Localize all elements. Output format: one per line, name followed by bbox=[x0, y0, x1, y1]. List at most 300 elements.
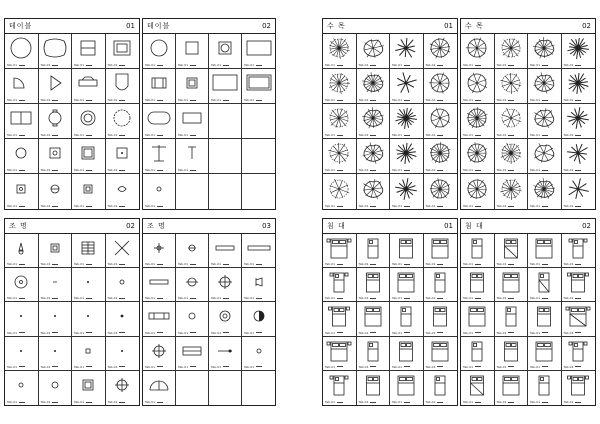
sheet-header bbox=[5, 19, 139, 34]
symbol-cell[interactable] bbox=[72, 69, 106, 104]
empty-symbol-cell bbox=[176, 174, 209, 209]
symbol-caption: Tab-01 bbox=[359, 332, 377, 335]
sheet-title: 침 대 bbox=[327, 222, 346, 230]
symbol-cell[interactable] bbox=[528, 174, 562, 209]
symbol-grid bbox=[461, 34, 595, 209]
symbol-cell[interactable] bbox=[176, 337, 209, 371]
symbol-cell[interactable] bbox=[357, 34, 391, 69]
light-symbol-icon bbox=[246, 340, 272, 362]
light-symbol-icon bbox=[75, 237, 101, 259]
symbol-cell[interactable] bbox=[357, 337, 391, 371]
tree-symbol-icon bbox=[498, 178, 524, 200]
symbol-caption: Tab-01 bbox=[178, 99, 196, 102]
table-symbol-icon bbox=[42, 107, 68, 129]
symbol-cell[interactable] bbox=[528, 234, 562, 268]
symbol-cell[interactable] bbox=[143, 104, 176, 139]
symbol-cell[interactable] bbox=[39, 104, 73, 139]
table-symbol-icon bbox=[42, 72, 68, 94]
tree-symbol-icon bbox=[464, 178, 490, 200]
symbol-caption: Tab-01 bbox=[392, 263, 410, 266]
symbol-caption: Tab-01 bbox=[145, 366, 163, 369]
symbol-caption: Tab-01 bbox=[74, 366, 92, 369]
symbol-cell[interactable] bbox=[562, 69, 596, 104]
sheet-number: 01 bbox=[444, 22, 453, 30]
table-symbol-icon bbox=[75, 107, 101, 129]
symbol-cell[interactable] bbox=[5, 371, 39, 405]
light-symbol-icon bbox=[75, 340, 101, 362]
symbol-cell[interactable] bbox=[562, 302, 596, 336]
symbol-cell[interactable] bbox=[562, 371, 596, 405]
symbol-cell[interactable] bbox=[528, 268, 562, 302]
symbol-cell[interactable] bbox=[424, 139, 458, 174]
light-symbol-icon bbox=[42, 271, 68, 293]
symbol-cell[interactable] bbox=[5, 337, 39, 371]
empty-symbol-cell bbox=[242, 139, 275, 174]
symbol-cell[interactable] bbox=[106, 268, 140, 302]
symbol-caption: Tab-01 bbox=[41, 169, 59, 172]
sheet-title: 침 대 bbox=[465, 222, 484, 230]
symbol-cell[interactable] bbox=[72, 302, 106, 336]
table-symbol-icon bbox=[179, 72, 205, 94]
symbol-caption: Tab-01 bbox=[530, 263, 548, 266]
table-symbol-icon bbox=[179, 107, 205, 129]
light-symbol-icon bbox=[179, 271, 205, 293]
symbol-cell[interactable] bbox=[424, 302, 458, 336]
symbol-cell[interactable] bbox=[390, 302, 424, 336]
light-symbol-icon bbox=[109, 374, 135, 396]
symbol-caption: Tab-01 bbox=[41, 64, 59, 67]
tree-symbol-icon bbox=[360, 107, 386, 129]
symbol-caption: Tab-01 bbox=[426, 263, 444, 266]
bed-symbol-icon bbox=[464, 237, 490, 259]
symbol-cell[interactable] bbox=[461, 371, 495, 405]
symbol-cell[interactable] bbox=[5, 268, 39, 302]
symbol-cell[interactable] bbox=[528, 104, 562, 139]
tree-symbol-icon bbox=[531, 72, 557, 94]
symbol-caption: Tab-01 bbox=[41, 263, 59, 266]
symbol-cell[interactable] bbox=[72, 139, 106, 174]
symbol-cell[interactable] bbox=[143, 302, 176, 336]
symbol-caption: Tab-01 bbox=[7, 205, 25, 208]
symbol-caption: Tab-01 bbox=[530, 169, 548, 172]
catalog-sheet bbox=[4, 18, 140, 210]
symbol-cell[interactable] bbox=[106, 139, 140, 174]
symbol-cell[interactable] bbox=[357, 371, 391, 405]
table-symbol-icon bbox=[8, 178, 34, 200]
symbol-cell[interactable] bbox=[357, 69, 391, 104]
light-symbol-icon bbox=[146, 271, 172, 293]
sheet-title: 수 목 bbox=[465, 22, 484, 30]
symbol-caption: Tab-01 bbox=[244, 99, 262, 102]
symbol-cell[interactable] bbox=[72, 337, 106, 371]
symbol-caption: Tab-01 bbox=[426, 297, 444, 300]
symbol-cell[interactable] bbox=[495, 104, 529, 139]
symbol-cell[interactable] bbox=[424, 371, 458, 405]
symbol-caption: Tab-01 bbox=[497, 134, 515, 137]
symbol-cell[interactable] bbox=[176, 268, 209, 302]
sheet-number: 02 bbox=[582, 222, 591, 230]
symbol-caption: Tab-01 bbox=[564, 99, 582, 102]
symbol-caption: Tab-01 bbox=[145, 401, 163, 404]
symbol-caption: Tab-01 bbox=[244, 366, 262, 369]
symbol-cell[interactable] bbox=[323, 104, 357, 139]
symbol-cell[interactable] bbox=[209, 337, 242, 371]
symbol-caption: Tab-01 bbox=[178, 263, 196, 266]
symbol-cell[interactable] bbox=[357, 174, 391, 209]
symbol-caption: Tab-01 bbox=[74, 99, 92, 102]
symbol-cell[interactable] bbox=[424, 337, 458, 371]
symbol-caption: Tab-01 bbox=[392, 366, 410, 369]
tree-symbol-icon bbox=[326, 72, 352, 94]
symbol-cell[interactable] bbox=[390, 371, 424, 405]
symbol-cell[interactable] bbox=[39, 234, 73, 268]
sheet-title: 테이블 bbox=[9, 22, 33, 30]
symbol-cell[interactable] bbox=[143, 69, 176, 104]
symbol-caption: Tab-01 bbox=[108, 297, 126, 300]
tree-symbol-icon bbox=[531, 107, 557, 129]
light-symbol-icon bbox=[146, 374, 172, 396]
symbol-cell[interactable] bbox=[39, 337, 73, 371]
symbol-caption: Tab-01 bbox=[426, 99, 444, 102]
light-symbol-icon bbox=[246, 305, 272, 327]
symbol-cell[interactable] bbox=[495, 139, 529, 174]
symbol-cell[interactable] bbox=[528, 69, 562, 104]
symbol-cell[interactable] bbox=[5, 174, 39, 209]
symbol-cell[interactable] bbox=[562, 34, 596, 69]
symbol-cell[interactable] bbox=[5, 302, 39, 336]
symbol-caption: Tab-01 bbox=[7, 134, 25, 137]
symbol-caption: Tab-01 bbox=[359, 297, 377, 300]
symbol-caption: Tab-01 bbox=[530, 297, 548, 300]
symbol-cell[interactable] bbox=[39, 139, 73, 174]
symbol-cell[interactable] bbox=[323, 371, 357, 405]
symbol-caption: Tab-01 bbox=[325, 332, 343, 335]
symbol-cell[interactable] bbox=[242, 234, 275, 268]
symbol-cell[interactable] bbox=[39, 302, 73, 336]
catalog-sheet bbox=[460, 218, 596, 406]
table-symbol-icon bbox=[8, 107, 34, 129]
symbol-cell[interactable] bbox=[5, 104, 39, 139]
bed-symbol-icon bbox=[498, 271, 524, 293]
symbol-caption: Tab-01 bbox=[145, 263, 163, 266]
symbol-cell[interactable] bbox=[106, 174, 140, 209]
symbol-caption: Tab-01 bbox=[211, 366, 229, 369]
symbol-cell[interactable] bbox=[461, 268, 495, 302]
symbol-cell[interactable] bbox=[528, 371, 562, 405]
symbol-cell[interactable] bbox=[39, 174, 73, 209]
symbol-cell[interactable] bbox=[72, 234, 106, 268]
symbol-caption: Tab-01 bbox=[7, 64, 25, 67]
symbol-caption: Tab-01 bbox=[145, 297, 163, 300]
symbol-cell[interactable] bbox=[528, 139, 562, 174]
light-symbol-icon bbox=[109, 340, 135, 362]
table-symbol-icon bbox=[75, 72, 101, 94]
symbol-caption: Tab-01 bbox=[7, 263, 25, 266]
symbol-caption: Tab-01 bbox=[392, 401, 410, 404]
catalog-sheet bbox=[322, 218, 458, 406]
symbol-cell[interactable] bbox=[209, 69, 242, 104]
symbol-cell[interactable] bbox=[323, 174, 357, 209]
symbol-cell[interactable] bbox=[242, 337, 275, 371]
sheet-title: 조 명 bbox=[9, 222, 28, 230]
symbol-cell[interactable] bbox=[143, 337, 176, 371]
bed-symbol-icon bbox=[393, 340, 419, 362]
symbol-cell[interactable] bbox=[495, 69, 529, 104]
table-symbol-icon bbox=[146, 37, 172, 59]
symbol-cell[interactable] bbox=[424, 268, 458, 302]
symbol-cell[interactable] bbox=[72, 268, 106, 302]
symbol-cell[interactable] bbox=[461, 302, 495, 336]
symbol-cell[interactable] bbox=[39, 69, 73, 104]
symbol-cell[interactable] bbox=[424, 104, 458, 139]
light-symbol-icon bbox=[75, 271, 101, 293]
light-symbol-icon bbox=[75, 374, 101, 396]
symbol-cell[interactable] bbox=[495, 268, 529, 302]
symbol-caption: Tab-01 bbox=[7, 332, 25, 335]
tree-symbol-icon bbox=[565, 72, 591, 94]
symbol-cell[interactable] bbox=[72, 104, 106, 139]
symbol-cell[interactable] bbox=[323, 139, 357, 174]
symbol-cell[interactable] bbox=[242, 34, 275, 69]
symbol-cell[interactable] bbox=[461, 139, 495, 174]
symbol-cell[interactable] bbox=[5, 34, 39, 69]
symbol-cell[interactable] bbox=[495, 174, 529, 209]
symbol-cell[interactable] bbox=[323, 337, 357, 371]
symbol-caption: Tab-01 bbox=[463, 134, 481, 137]
symbol-caption: Tab-01 bbox=[392, 169, 410, 172]
symbol-cell[interactable] bbox=[495, 234, 529, 268]
symbol-cell[interactable] bbox=[72, 34, 106, 69]
tree-symbol-icon bbox=[498, 142, 524, 164]
symbol-caption: Tab-01 bbox=[108, 99, 126, 102]
symbol-cell[interactable] bbox=[495, 337, 529, 371]
table-symbol-icon bbox=[109, 178, 135, 200]
symbol-caption: Tab-01 bbox=[463, 205, 481, 208]
symbol-cell[interactable] bbox=[39, 268, 73, 302]
table-symbol-icon bbox=[212, 37, 238, 59]
symbol-caption: Tab-01 bbox=[463, 169, 481, 172]
symbol-cell[interactable] bbox=[176, 139, 209, 174]
symbol-cell[interactable] bbox=[39, 371, 73, 405]
symbol-caption: Tab-01 bbox=[426, 401, 444, 404]
symbol-caption: Tab-01 bbox=[7, 99, 25, 102]
symbol-cell[interactable] bbox=[528, 337, 562, 371]
bed-symbol-icon bbox=[531, 340, 557, 362]
tree-symbol-icon bbox=[393, 37, 419, 59]
symbol-cell[interactable] bbox=[72, 174, 106, 209]
symbol-cell[interactable] bbox=[176, 34, 209, 69]
symbol-cell[interactable] bbox=[424, 69, 458, 104]
symbol-caption: Tab-01 bbox=[145, 169, 163, 172]
symbol-caption: Tab-01 bbox=[463, 64, 481, 67]
symbol-cell[interactable] bbox=[495, 302, 529, 336]
symbol-cell[interactable] bbox=[176, 302, 209, 336]
table-symbol-icon bbox=[146, 107, 172, 129]
symbol-cell[interactable] bbox=[106, 302, 140, 336]
symbol-cell[interactable] bbox=[72, 371, 106, 405]
symbol-caption: Tab-01 bbox=[145, 332, 163, 335]
symbol-cell[interactable] bbox=[323, 268, 357, 302]
symbol-cell[interactable] bbox=[461, 174, 495, 209]
symbol-cell[interactable] bbox=[106, 69, 140, 104]
symbol-cell[interactable] bbox=[143, 139, 176, 174]
symbol-caption: Tab-01 bbox=[359, 134, 377, 137]
tree-symbol-icon bbox=[565, 142, 591, 164]
symbol-cell[interactable] bbox=[5, 69, 39, 104]
symbol-cell[interactable] bbox=[5, 234, 39, 268]
symbol-caption: Tab-01 bbox=[392, 297, 410, 300]
symbol-cell[interactable] bbox=[209, 302, 242, 336]
symbol-caption: Tab-01 bbox=[463, 263, 481, 266]
bed-symbol-icon bbox=[531, 305, 557, 327]
tree-symbol-icon bbox=[326, 142, 352, 164]
bed-symbol-icon bbox=[464, 340, 490, 362]
symbol-caption: Tab-01 bbox=[426, 366, 444, 369]
symbol-cell[interactable] bbox=[143, 268, 176, 302]
symbol-caption: Tab-01 bbox=[41, 134, 59, 137]
symbol-cell[interactable] bbox=[242, 268, 275, 302]
symbol-cell[interactable] bbox=[390, 268, 424, 302]
table-symbol-icon bbox=[42, 178, 68, 200]
symbol-caption: Tab-01 bbox=[497, 263, 515, 266]
symbol-cell[interactable] bbox=[357, 139, 391, 174]
tree-symbol-icon bbox=[498, 37, 524, 59]
symbol-cell[interactable] bbox=[562, 268, 596, 302]
symbol-cell[interactable] bbox=[562, 234, 596, 268]
symbol-caption: Tab-01 bbox=[108, 134, 126, 137]
tree-symbol-icon bbox=[531, 178, 557, 200]
symbol-cell[interactable] bbox=[242, 302, 275, 336]
symbol-cell[interactable] bbox=[390, 139, 424, 174]
symbol-cell[interactable] bbox=[562, 139, 596, 174]
symbol-caption: Tab-01 bbox=[41, 366, 59, 369]
sheet-title: 조 명 bbox=[147, 222, 166, 230]
symbol-cell[interactable] bbox=[528, 302, 562, 336]
symbol-cell[interactable] bbox=[528, 34, 562, 69]
symbol-cell[interactable] bbox=[390, 34, 424, 69]
empty-symbol-cell bbox=[209, 371, 242, 405]
table-symbol-icon bbox=[75, 142, 101, 164]
symbol-cell[interactable] bbox=[176, 69, 209, 104]
table-symbol-icon bbox=[146, 178, 172, 200]
sheet-header bbox=[143, 219, 275, 234]
symbol-cell[interactable] bbox=[242, 69, 275, 104]
symbol-cell[interactable] bbox=[209, 268, 242, 302]
sheet-number: 02 bbox=[582, 22, 591, 30]
tree-symbol-icon bbox=[360, 178, 386, 200]
tree-symbol-icon bbox=[427, 142, 453, 164]
symbol-cell[interactable] bbox=[495, 34, 529, 69]
symbol-cell[interactable] bbox=[106, 371, 140, 405]
empty-symbol-cell bbox=[242, 174, 275, 209]
symbol-cell[interactable] bbox=[323, 302, 357, 336]
symbol-cell[interactable] bbox=[390, 234, 424, 268]
light-symbol-icon bbox=[8, 374, 34, 396]
symbol-cell[interactable] bbox=[323, 234, 357, 268]
symbol-cell[interactable] bbox=[424, 234, 458, 268]
catalog-sheet bbox=[322, 18, 458, 210]
sheet-title: 수 목 bbox=[327, 22, 346, 30]
symbol-caption: Tab-01 bbox=[108, 205, 126, 208]
symbol-cell[interactable] bbox=[357, 104, 391, 139]
symbol-cell[interactable] bbox=[106, 104, 140, 139]
symbol-cell[interactable] bbox=[495, 371, 529, 405]
tree-symbol-icon bbox=[498, 107, 524, 129]
symbol-cell[interactable] bbox=[424, 34, 458, 69]
symbol-cell[interactable] bbox=[357, 234, 391, 268]
symbol-caption: Tab-01 bbox=[426, 169, 444, 172]
symbol-caption: Tab-01 bbox=[359, 401, 377, 404]
symbol-caption: Tab-01 bbox=[530, 205, 548, 208]
symbol-caption: Tab-01 bbox=[7, 169, 25, 172]
symbol-cell[interactable] bbox=[143, 371, 176, 405]
symbol-caption: Tab-01 bbox=[497, 205, 515, 208]
symbol-cell[interactable] bbox=[106, 34, 140, 69]
symbol-cell[interactable] bbox=[5, 139, 39, 174]
symbol-cell[interactable] bbox=[143, 174, 176, 209]
symbol-cell[interactable] bbox=[323, 34, 357, 69]
light-symbol-icon bbox=[179, 305, 205, 327]
symbol-cell[interactable] bbox=[390, 174, 424, 209]
symbol-cell[interactable] bbox=[461, 234, 495, 268]
symbol-cell[interactable] bbox=[176, 104, 209, 139]
symbol-cell[interactable] bbox=[143, 234, 176, 268]
symbol-cell[interactable] bbox=[323, 69, 357, 104]
tree-symbol-icon bbox=[326, 178, 352, 200]
symbol-caption: Tab-01 bbox=[41, 332, 59, 335]
table-symbol-icon bbox=[8, 37, 34, 59]
symbol-caption: Tab-01 bbox=[325, 205, 343, 208]
symbol-cell[interactable] bbox=[562, 174, 596, 209]
symbol-cell[interactable] bbox=[461, 104, 495, 139]
symbol-cell[interactable] bbox=[461, 337, 495, 371]
symbol-cell[interactable] bbox=[176, 234, 209, 268]
symbol-cell[interactable] bbox=[461, 34, 495, 69]
symbol-cell[interactable] bbox=[461, 69, 495, 104]
symbol-cell[interactable] bbox=[209, 34, 242, 69]
symbol-caption: Tab-01 bbox=[359, 263, 377, 266]
symbol-cell[interactable] bbox=[424, 174, 458, 209]
symbol-caption: Tab-01 bbox=[463, 297, 481, 300]
symbol-caption: Tab-01 bbox=[74, 332, 92, 335]
symbol-grid bbox=[5, 34, 139, 209]
symbol-caption: Tab-01 bbox=[41, 401, 59, 404]
symbol-cell[interactable] bbox=[209, 234, 242, 268]
symbol-cell[interactable] bbox=[562, 104, 596, 139]
symbol-caption: Tab-01 bbox=[145, 99, 163, 102]
symbol-cell[interactable] bbox=[106, 234, 140, 268]
bed-symbol-icon bbox=[326, 237, 352, 259]
symbol-caption: Tab-01 bbox=[244, 332, 262, 335]
sheet-header bbox=[461, 219, 595, 234]
symbol-cell[interactable] bbox=[357, 268, 391, 302]
symbol-cell[interactable] bbox=[39, 34, 73, 69]
table-symbol-icon bbox=[8, 72, 34, 94]
table-symbol-icon bbox=[179, 37, 205, 59]
symbol-cell[interactable] bbox=[106, 337, 140, 371]
symbol-cell[interactable] bbox=[357, 302, 391, 336]
symbol-cell[interactable] bbox=[390, 337, 424, 371]
symbol-cell[interactable] bbox=[390, 104, 424, 139]
symbol-caption: Tab-01 bbox=[564, 332, 582, 335]
symbol-cell[interactable] bbox=[390, 69, 424, 104]
tree-symbol-icon bbox=[393, 107, 419, 129]
tree-symbol-icon bbox=[464, 142, 490, 164]
table-symbol-icon bbox=[246, 72, 272, 94]
symbol-cell[interactable] bbox=[562, 337, 596, 371]
bed-symbol-icon bbox=[498, 374, 524, 396]
symbol-cell[interactable] bbox=[143, 34, 176, 69]
